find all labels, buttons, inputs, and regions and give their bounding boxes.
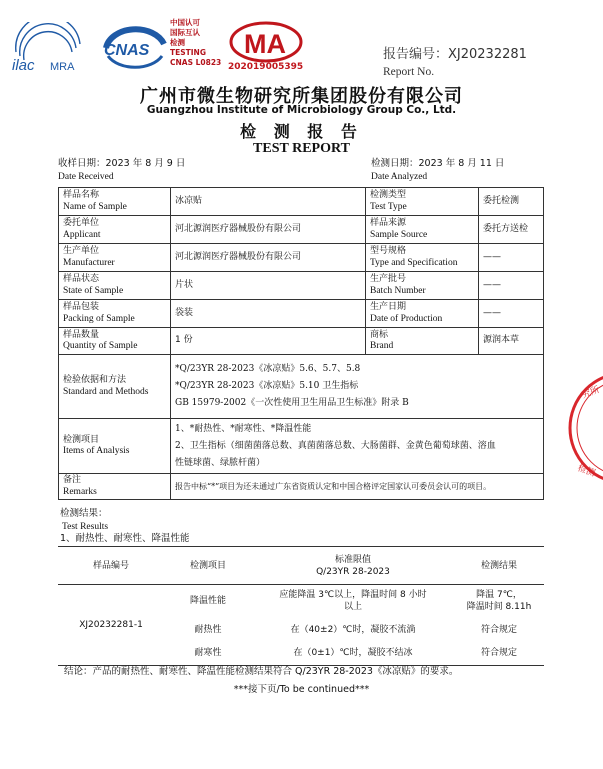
info-row: [59, 244, 544, 272]
svg-text:检测: 检测: [575, 463, 597, 479]
methods-value: *Q/23YR 28-2023《冰凉贴》5.6、5.7、5.8 *Q/23YR 28-2023《冰凉贴》5.10 卫生指标 GB 15979-2002《一次性使用卫生用品卫生标准》附录 B: [171, 355, 544, 419]
info-label: 型号规格 Type and Specification: [366, 244, 479, 272]
info-row: [59, 216, 544, 244]
company-name-cn: 广州市微生物研究所集团股份有限公司: [140, 86, 463, 107]
items-label: 检测项目 Items of Analysis: [59, 419, 171, 474]
info-value: ——: [479, 300, 544, 328]
info-row: [59, 272, 544, 300]
report-title-en: TEST REPORT: [253, 141, 350, 156]
report-title-cn: 检 测 报 告: [240, 122, 363, 141]
result-cell: 降温 7℃， 降温时间 8.11h: [466, 590, 532, 613]
info-value: ——: [479, 244, 544, 272]
result-cell: 符合规定: [454, 642, 544, 666]
info-value: 1 份: [171, 328, 366, 355]
info-label: 样品包装 Packing of Sample: [59, 300, 171, 328]
cnas-accreditation-text: [170, 18, 221, 68]
col-item: 检测项目: [164, 547, 252, 585]
limit-cell: 在（40±2）℃时，凝胶不流淌: [290, 624, 416, 635]
date-analyzed: 检测日期：2023 年 8 月 11 日: [371, 158, 505, 169]
methods-row: [59, 355, 544, 419]
info-row: [59, 300, 544, 328]
report-number-en: Report No.: [383, 66, 435, 78]
info-value: 袋装: [171, 300, 366, 328]
info-row: [59, 188, 544, 216]
col-limit: 标准限值 Q/23YR 28-2023: [252, 547, 454, 585]
info-label: 生产单位 Manufacturer: [59, 244, 171, 272]
result-cell: 符合规定: [480, 624, 517, 635]
results-section-title: 1、耐热性、耐寒性、降温性能: [60, 533, 190, 544]
conclusion-text: 结论：产品的耐热性、耐寒性、降温性能检测结果符合 Q/23YR 28-2023《冰凉贴》的要求。: [64, 666, 459, 677]
info-label: 样品来源 Sample Source: [366, 216, 479, 244]
limit-cell: 在（0±1）℃时，凝胶不结冰: [252, 642, 454, 666]
info-value: 委托检测: [479, 188, 544, 216]
cnas-line-3: 检测: [170, 38, 185, 47]
report-number: 报告编号：XJ20232281: [383, 47, 527, 62]
items-row: [59, 419, 544, 474]
info-value: 河北源润医疗器械股份有限公司: [171, 216, 366, 244]
cnas-line-1: 中国认可: [170, 18, 200, 27]
results-header-row: [58, 547, 544, 585]
info-value: ——: [479, 272, 544, 300]
info-label: 生产批号 Batch Number: [366, 272, 479, 300]
info-label: 检测类型 Test Type: [366, 188, 479, 216]
col-result: 检测结果: [454, 547, 544, 585]
info-value: 源润本草: [479, 328, 544, 355]
date-received-en: Date Received: [58, 172, 114, 182]
info-label: 委托单位 Applicant: [59, 216, 171, 244]
sample-number-cell: XJ20232281-1: [58, 585, 164, 666]
remarks-value: 报告中标“*”项目为还未通过广东省资质认定和中国合格评定国家认可委员会认可的项目。: [171, 474, 544, 500]
svg-text:ilac: ilac: [12, 57, 35, 74]
info-label: 样品状态 State of Sample: [59, 272, 171, 300]
info-label: 商标 Brand: [366, 328, 479, 355]
cnas-line-4: TESTING: [170, 48, 206, 57]
continued-note: ***接下页/To be continued***: [233, 684, 370, 695]
red-seal-stamp: [563, 368, 603, 488]
cnas-logo: [100, 22, 170, 78]
results-table: [58, 546, 544, 666]
remarks-row: [59, 474, 544, 500]
info-row: [59, 328, 544, 355]
info-value: 片状: [171, 272, 366, 300]
methods-label: 检验依据和方法 Standard and Methods: [59, 355, 171, 419]
svg-text:究所: 究所: [580, 385, 601, 401]
item-cell: 耐寒性: [164, 642, 252, 666]
cma-number: 202019005395: [228, 62, 304, 72]
items-value: 1、*耐热性、*耐寒性、*降温性能 2、卫生指标（细菌菌落总数、真菌菌落总数、大肠菌群、金黄色葡萄球菌、溶血 性链球菌、绿脓杆菌）: [171, 419, 544, 474]
remarks-label: 备注 Remarks: [59, 474, 171, 500]
table-row: [58, 585, 544, 618]
sample-info-table: [58, 187, 544, 500]
company-name-en: Guangzhou Institute of Microbiology Group Co., Ltd.: [146, 104, 457, 116]
cma-logo: [228, 20, 304, 64]
info-label: 样品数量 Quantity of Sample: [59, 328, 171, 355]
col-sample-no: 样品编号: [58, 547, 164, 585]
cnas-line-2: 国际互认: [170, 28, 200, 37]
info-label: 生产日期 Date of Production: [366, 300, 479, 328]
limit-cell: 应能降温 3℃以上，降温时间 8 小时 以上: [279, 590, 427, 613]
ilac-mra-logo: [8, 22, 94, 78]
info-value: 冰凉贴: [171, 188, 366, 216]
svg-text:MA: MA: [244, 29, 286, 59]
item-cell: 降温性能: [189, 596, 226, 607]
info-value: 委托方送检: [479, 216, 544, 244]
svg-text:CNAS: CNAS: [104, 42, 150, 59]
results-label: 检测结果：: [60, 508, 108, 519]
date-analyzed-en: Date Analyzed: [371, 172, 428, 182]
svg-text:MRA: MRA: [50, 61, 75, 73]
results-label-en: Test Results: [62, 522, 109, 532]
info-label: 样品名称 Name of Sample: [59, 188, 171, 216]
cnas-line-5: CNAS L0823: [170, 58, 222, 67]
info-value: 河北源润医疗器械股份有限公司: [171, 244, 366, 272]
item-cell: 耐热性: [194, 624, 222, 635]
date-received: 收样日期：2023 年 8 月 9 日: [58, 158, 186, 169]
